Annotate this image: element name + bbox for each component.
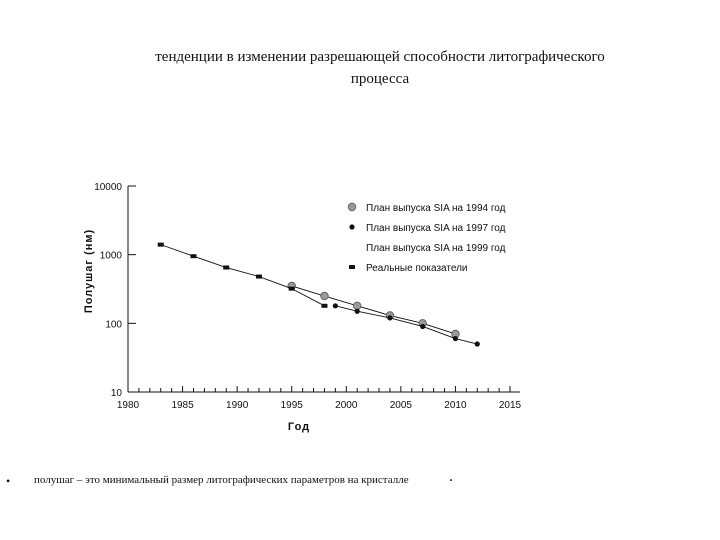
point-sia-1994	[321, 292, 329, 300]
point-actual	[289, 287, 295, 291]
x-tick-label: 1995	[280, 400, 303, 411]
title-line-2: процесса	[350, 71, 410, 87]
x-tick-label: 1985	[171, 400, 194, 411]
series-line-0	[292, 286, 456, 334]
y-tick-label: 10	[110, 388, 122, 399]
footnote-period: .	[449, 468, 453, 485]
x-tick-label: 2005	[389, 400, 412, 411]
point-sia-1997	[453, 336, 458, 341]
footnote	[0, 468, 720, 494]
legend-label: Реальные показатели	[366, 263, 468, 274]
title-line-1: тенденции в изменении разрешающей способности литографического	[155, 49, 605, 65]
y-tick-label: 1000	[99, 250, 122, 262]
x-tick-label: 2000	[335, 400, 358, 411]
y-axis-title: Полушаг (нм)	[83, 228, 95, 314]
legend-label: План выпуска SIA на 1994 год	[366, 203, 506, 214]
legend-label: План выпуска SIA на 1997 год	[366, 223, 506, 234]
x-axis-title: Год	[287, 421, 311, 433]
y-tick-label: 10000	[94, 182, 122, 193]
point-sia-1994	[348, 203, 356, 211]
point-sia-1997	[349, 224, 354, 229]
point-sia-1994	[353, 302, 361, 310]
point-actual	[223, 266, 229, 270]
point-actual	[349, 265, 355, 269]
x-tick-label: 2010	[444, 400, 467, 411]
x-tick-label: 1980	[116, 400, 140, 411]
series-line-3	[161, 245, 325, 306]
point-actual	[190, 254, 196, 258]
resolution-trend-chart	[0, 160, 720, 450]
point-sia-1997	[420, 324, 425, 329]
point-sia-1997	[355, 309, 360, 314]
point-actual	[321, 304, 327, 308]
footnote-text: полушаг – это минимальный размер литографических параметров на кристалле	[34, 474, 409, 486]
slide-title	[40, 46, 720, 90]
chart-axes	[83, 182, 522, 433]
point-sia-1997	[475, 341, 480, 346]
point-sia-1997	[387, 315, 392, 320]
footnote-bullet: •	[6, 474, 11, 488]
y-tick-label: 100	[105, 319, 122, 331]
legend-label: План выпуска SIA на 1999 год	[366, 243, 506, 254]
chart-legend	[348, 203, 505, 274]
x-tick-label: 1990	[226, 400, 249, 411]
point-actual	[158, 243, 164, 247]
point-sia-1997	[333, 303, 338, 308]
point-actual	[256, 275, 262, 279]
chart-series	[158, 243, 480, 347]
x-tick-label: 2015	[498, 400, 522, 411]
